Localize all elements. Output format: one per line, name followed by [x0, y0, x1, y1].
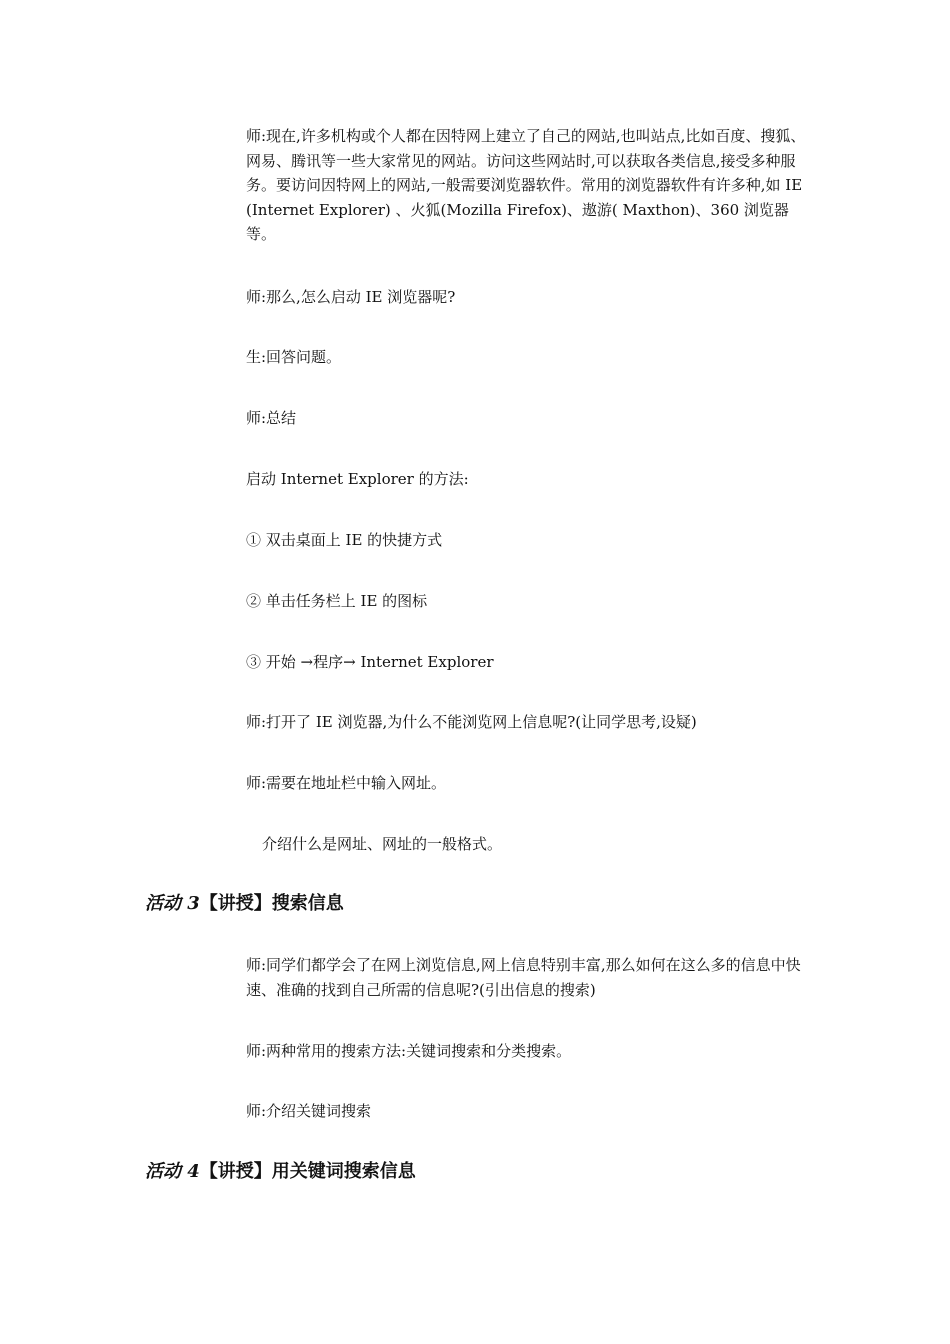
paragraph-student-answer: 生:回答问题。	[246, 348, 342, 366]
activity-4-label: 活动 4	[145, 1161, 200, 1182]
list-item-method-3: ③ 开始 →程序→ Internet Explorer	[246, 653, 494, 671]
paragraph-teacher-summary: 师:总结	[246, 409, 297, 427]
activity-3-title: 【讲授】搜索信息	[199, 893, 344, 914]
paragraph-question-start-ie: 师:那么,怎么启动 IE 浏览器呢?	[246, 288, 456, 306]
activity-3-label: 活动 3	[145, 893, 200, 914]
activity-4-title: 【讲授】用关键词搜索信息	[199, 1161, 416, 1182]
paragraph-browser-intro: 师:现在,许多机构或个人都在因特网上建立了自己的网站,也叫站点,比如百度、搜狐、网易、腾讯等一些大家常见的网站。访问这些网站时,可以获取各类信息,接受多种服务。要访问因特网上的网站,一般需要浏览器软件。常用的浏览器软件有许多种,如 IE (Internet Explorer) 、火狐(Mozilla Firefox)、遨游( Maxthon)、360 浏览器等。	[246, 127, 806, 243]
paragraph-url-format: 介绍什么是网址、网址的一般格式。	[262, 835, 503, 853]
list-item-method-1: ① 双击桌面上 IE 的快捷方式	[246, 531, 443, 549]
paragraph-start-methods-heading: 启动 Internet Explorer 的方法:	[246, 470, 469, 488]
activity-3-heading	[145, 891, 344, 917]
paragraph-search-intro: 师:同学们都学会了在网上浏览信息,网上信息特别丰富,那么如何在这么多的信息中快速、准确的找到自己所需的信息呢?(引出信息的搜索)	[246, 956, 801, 999]
paragraph-enter-url: 师:需要在地址栏中输入网址。	[246, 774, 447, 792]
paragraph-search-methods: 师:两种常用的搜索方法:关键词搜索和分类搜索。	[246, 1042, 572, 1060]
list-item-method-2: ② 单击任务栏上 IE 的图标	[246, 592, 428, 610]
paragraph-keyword-search: 师:介绍关键词搜索	[246, 1102, 372, 1120]
paragraph-why-cannot-browse: 师:打开了 IE 浏览器,为什么不能浏览网上信息呢?(让同学思考,设疑)	[246, 713, 697, 731]
activity-4-heading	[145, 1159, 416, 1185]
